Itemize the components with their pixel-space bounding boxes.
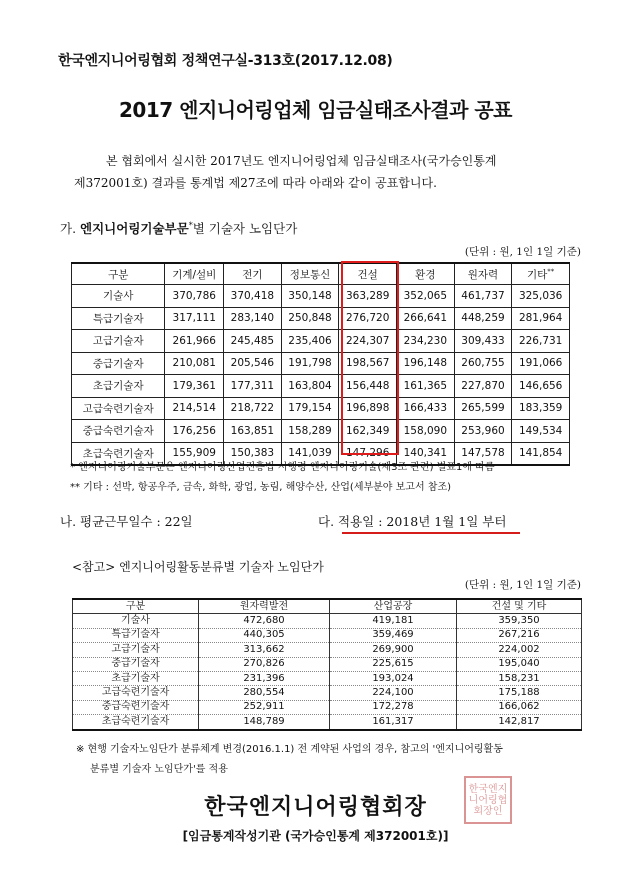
intro-line-2: 제372001호) 결과를 통계법 제27조에 따라 아래와 같이 공표합니다.: [74, 176, 437, 190]
table-row: [73, 643, 582, 657]
value-cell: 196,148: [397, 352, 455, 375]
value-cell: 177,311: [224, 375, 282, 398]
value-cell: 147,578: [454, 442, 512, 465]
value-cell: 265,599: [454, 397, 512, 420]
value-cell: 150,383: [224, 442, 282, 465]
document-title: 2017 엔지니어링업체 임금실태조사결과 공표: [119, 98, 512, 122]
value-cell: 234,230: [397, 330, 455, 353]
value-cell: 363,289: [339, 285, 397, 308]
value-cell: 266,641: [397, 307, 455, 330]
value-cell: 141,854: [512, 442, 570, 465]
table-row: [72, 307, 570, 330]
row-label-cell: 초급숙련기술자: [73, 715, 199, 730]
value-cell: 161,365: [397, 375, 455, 398]
value-cell: 179,361: [165, 375, 224, 398]
value-cell: 140,341: [397, 442, 455, 465]
wage-table-by-activity: [72, 598, 582, 731]
value-cell: 179,154: [281, 397, 339, 420]
value-cell: 276,720: [339, 307, 397, 330]
value-cell: 191,798: [281, 352, 339, 375]
table-row: [72, 420, 570, 443]
value-cell: 280,554: [199, 686, 330, 700]
row-label-cell: 초급숙련기술자: [72, 442, 165, 465]
table-row: [72, 352, 570, 375]
table-row: [72, 285, 570, 308]
table1-header: 정보통신: [281, 263, 339, 285]
intro-line-1: 본 협회에서 실시한 2017년도 엔지니어링업체 임금실태조사(국가승인통계: [106, 154, 497, 168]
value-cell: 224,100: [330, 686, 457, 700]
row-label-cell: 중급숙련기술자: [72, 420, 165, 443]
value-cell: 440,305: [199, 628, 330, 642]
value-cell: 472,680: [199, 614, 330, 628]
value-cell: 260,755: [454, 352, 512, 375]
table-row: [72, 397, 570, 420]
section-a-heading: [60, 219, 297, 237]
reference-heading: <참고> 엔지니어링활동분류별 기술자 노임단가: [72, 560, 324, 574]
value-cell: 253,960: [454, 420, 512, 443]
value-cell: 158,289: [281, 420, 339, 443]
value-cell: 176,256: [165, 420, 224, 443]
value-cell: 227,870: [454, 375, 512, 398]
value-cell: 218,722: [224, 397, 282, 420]
table-row: [72, 375, 570, 398]
value-cell: 195,040: [457, 657, 582, 671]
row-label-cell: 고급숙련기술자: [73, 686, 199, 700]
value-cell: 158,231: [457, 671, 582, 685]
row-label-cell: 초급기술자: [72, 375, 165, 398]
row-label-cell: 기술사: [72, 285, 165, 308]
value-cell: 166,062: [457, 700, 582, 714]
value-cell: 163,851: [224, 420, 282, 443]
value-cell: 161,317: [330, 715, 457, 730]
table1-header-other: [512, 263, 570, 285]
value-cell: 252,911: [199, 700, 330, 714]
value-cell: 283,140: [224, 307, 282, 330]
value-cell: 224,002: [457, 643, 582, 657]
official-seal-stamp: [464, 776, 512, 824]
value-cell: 231,396: [199, 671, 330, 685]
value-cell: 147,296: [339, 442, 397, 465]
value-cell: 191,066: [512, 352, 570, 375]
reference-note: [76, 740, 586, 780]
value-cell: 313,662: [199, 643, 330, 657]
table-row: [73, 628, 582, 642]
intro-paragraph: [74, 150, 574, 194]
row-label-cell: 특급기술자: [72, 307, 165, 330]
section-c-effective-date: 다. 적용일 : 2018년 1월 1일 부터: [318, 514, 507, 529]
value-cell: 419,181: [330, 614, 457, 628]
row-label-cell: 초급기술자: [73, 671, 199, 685]
value-cell: 141,039: [281, 442, 339, 465]
value-cell: 166,433: [397, 397, 455, 420]
value-cell: 214,514: [165, 397, 224, 420]
seal-text: 한국엔지니어링협회장인: [468, 783, 508, 817]
table1-header: 원자력: [454, 263, 512, 285]
section-a-suffix: 별 기술자 노임단가: [192, 221, 298, 236]
value-cell: 461,737: [454, 285, 512, 308]
table2-header: 원자력발전: [199, 599, 330, 614]
table1-header: 기계/설비: [165, 263, 224, 285]
row-label-cell: 중급기술자: [73, 657, 199, 671]
reference-note-line-1: ※ 현행 기술자노임단가 분류체계 변경(2016.1.1) 전 계약된 사업의 경우, 참고의 '엔지니어링활동: [76, 744, 503, 755]
value-cell: 162,349: [339, 420, 397, 443]
table2-header: 건설 및 기타: [457, 599, 582, 614]
unit-label-2: (단위 : 원, 1인 1일 기준): [464, 579, 581, 591]
document-header: 한국엔지니어링협회 정책연구실-313호(2017.12.08): [58, 53, 393, 69]
section-b-workdays: 나. 평균근무일수 : 22일: [60, 514, 193, 529]
wage-table-by-field: [71, 262, 570, 466]
value-cell: 210,081: [165, 352, 224, 375]
value-cell: 183,359: [512, 397, 570, 420]
value-cell: 142,817: [457, 715, 582, 730]
row-label-cell: 중급숙련기술자: [73, 700, 199, 714]
value-cell: 245,485: [224, 330, 282, 353]
note-1: * 엔지니어링기술부문은 엔지니어링산업진흥법 시행령 엔지니어링기술(제3조 관련) 별표1에 따름: [70, 462, 495, 473]
value-cell: 309,433: [454, 330, 512, 353]
row-label-cell: 고급숙련기술자: [72, 397, 165, 420]
table1-notes: [70, 458, 495, 498]
value-cell: 205,546: [224, 352, 282, 375]
value-cell: 149,534: [512, 420, 570, 443]
table2-header: 산업공장: [330, 599, 457, 614]
table1-other-star: **: [547, 267, 555, 275]
value-cell: 198,567: [339, 352, 397, 375]
value-cell: 350,148: [281, 285, 339, 308]
value-cell: 370,786: [165, 285, 224, 308]
footer-note: [임금통계작성기관 (국가승인통계 제372001호)]: [182, 829, 449, 843]
value-cell: 359,350: [457, 614, 582, 628]
row-label-cell: 중급기술자: [72, 352, 165, 375]
value-cell: 235,406: [281, 330, 339, 353]
value-cell: 158,090: [397, 420, 455, 443]
organization-name: 한국엔지니어링협회장: [204, 794, 427, 820]
value-cell: 156,448: [339, 375, 397, 398]
value-cell: 359,469: [330, 628, 457, 642]
value-cell: 226,731: [512, 330, 570, 353]
row-label-cell: 고급기술자: [73, 643, 199, 657]
value-cell: 172,278: [330, 700, 457, 714]
value-cell: 269,900: [330, 643, 457, 657]
value-cell: 267,216: [457, 628, 582, 642]
unit-label-1: (단위 : 원, 1인 1일 기준): [464, 246, 581, 258]
value-cell: 325,036: [512, 285, 570, 308]
value-cell: 270,826: [199, 657, 330, 671]
table-row: [72, 330, 570, 353]
row-label-cell: 특급기술자: [73, 628, 199, 642]
table1-header: 환경: [397, 263, 455, 285]
value-cell: 250,848: [281, 307, 339, 330]
reference-note-line-2: 분류별 기술자 노임단가'를 적용: [90, 764, 228, 775]
table-row: [73, 715, 582, 730]
value-cell: 175,188: [457, 686, 582, 700]
table2-header: 구분: [73, 599, 199, 614]
table1-header: 건설: [339, 263, 397, 285]
table-row: [73, 614, 582, 628]
value-cell: 370,418: [224, 285, 282, 308]
value-cell: 448,259: [454, 307, 512, 330]
value-cell: 196,898: [339, 397, 397, 420]
table1-header-row: [72, 263, 570, 285]
section-a-prefix: 가.: [60, 221, 81, 236]
table1-header-other-label: 기타: [527, 268, 548, 281]
value-cell: 317,111: [165, 307, 224, 330]
value-cell: 225,615: [330, 657, 457, 671]
note-2: ** 기타 : 선박, 항공우주, 금속, 화학, 광업, 농림, 해양수산, 산업(세부분야 보고서 참조): [70, 482, 452, 493]
table-row: [73, 700, 582, 714]
value-cell: 155,909: [165, 442, 224, 465]
value-cell: 146,656: [512, 375, 570, 398]
section-a-bold: 엔지니어링기술부문: [80, 221, 189, 236]
row-label-cell: 고급기술자: [72, 330, 165, 353]
value-cell: 224,307: [339, 330, 397, 353]
table-row: [73, 671, 582, 685]
effective-date-underline: [342, 532, 520, 534]
value-cell: 193,024: [330, 671, 457, 685]
value-cell: 148,789: [199, 715, 330, 730]
value-cell: 281,964: [512, 307, 570, 330]
table1-header: 구분: [72, 263, 165, 285]
section-a-star: *: [188, 220, 193, 230]
value-cell: 163,804: [281, 375, 339, 398]
value-cell: 261,966: [165, 330, 224, 353]
table2-header-row: [73, 599, 582, 614]
row-label-cell: 기술사: [73, 614, 199, 628]
table1-header: 전기: [224, 263, 282, 285]
table-row: [73, 686, 582, 700]
table-row: [73, 657, 582, 671]
value-cell: 352,065: [397, 285, 455, 308]
